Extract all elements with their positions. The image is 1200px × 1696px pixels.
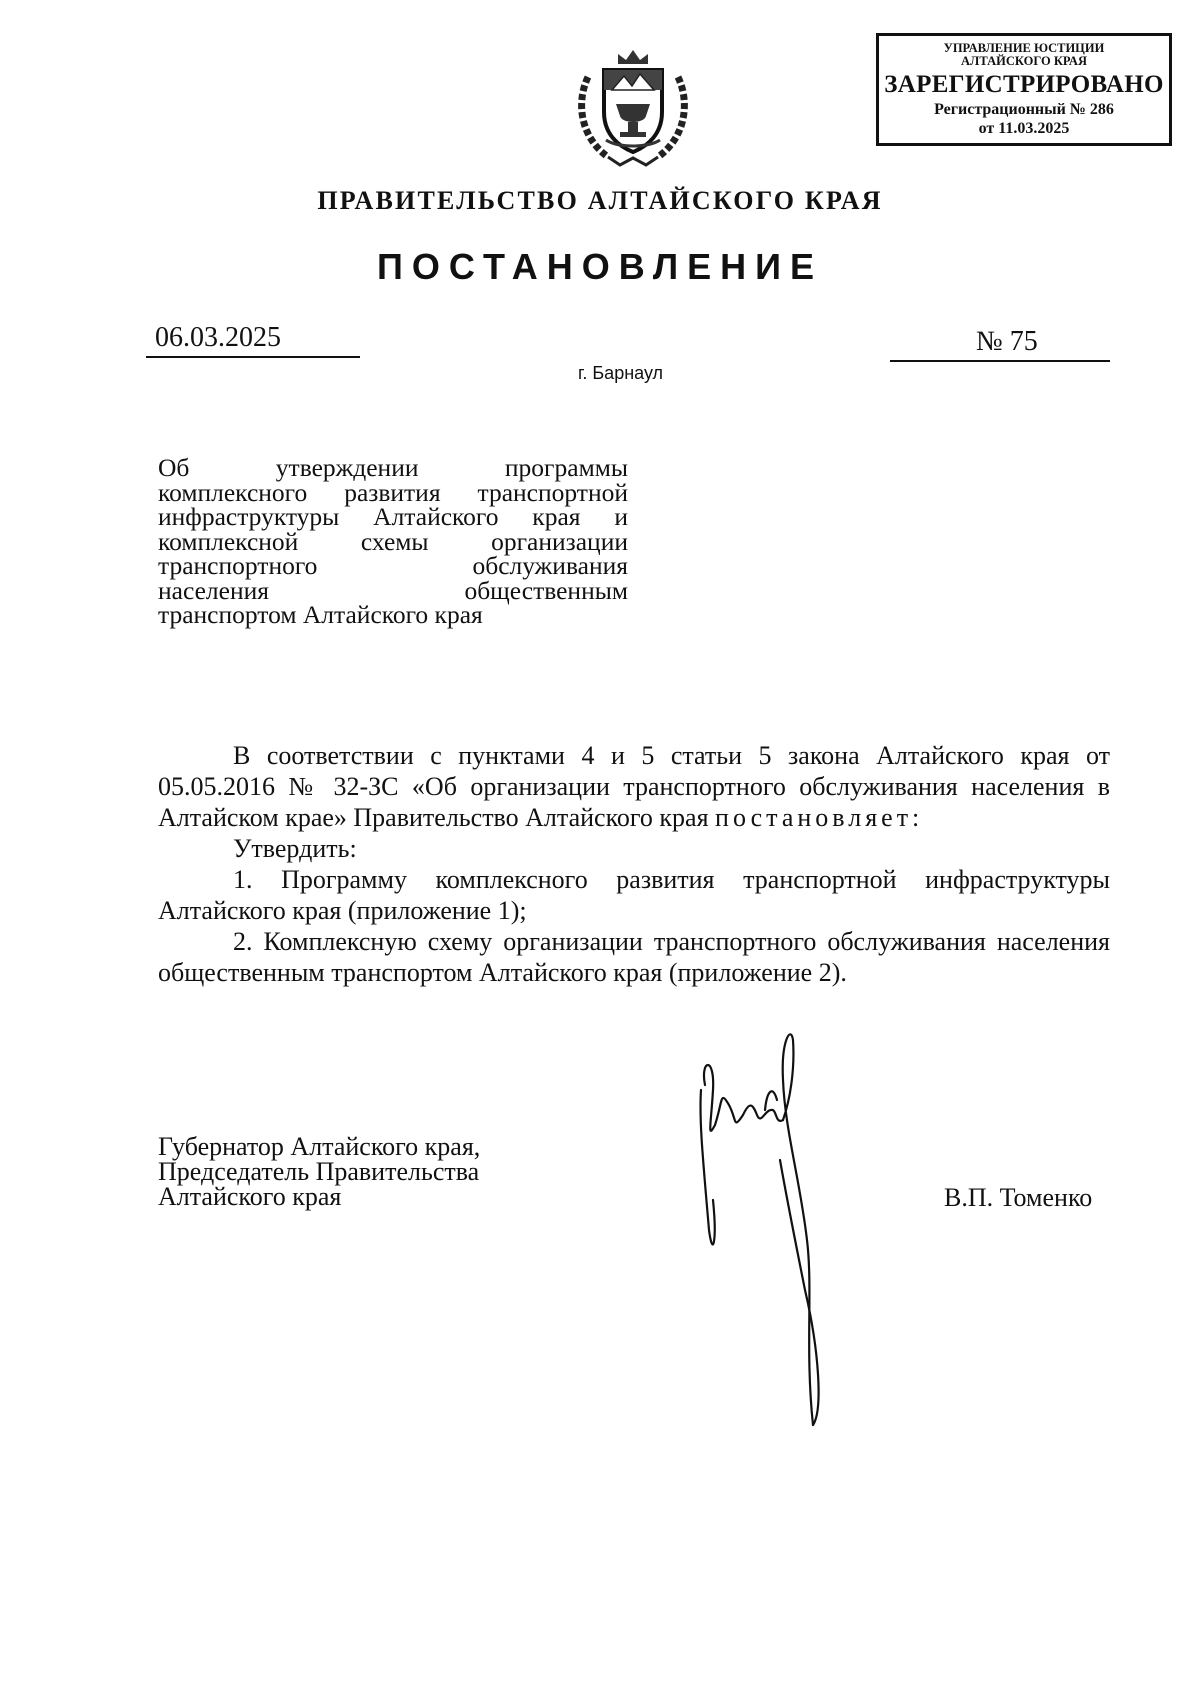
registration-stamp	[876, 33, 1172, 146]
body-preamble	[158, 740, 1110, 833]
handwritten-signature	[695, 1030, 855, 1440]
body-approve: Утвердить:	[233, 834, 357, 863]
number-underline	[890, 360, 1110, 362]
stamp-agency-line2: АЛТАЙСКОГО КРАЯ	[961, 54, 1087, 68]
authority-title: ПРАВИТЕЛЬСТВО АЛТАЙСКОГО КРАЯ	[317, 186, 883, 215]
signatory-name: В.П. Томенко	[944, 1183, 1093, 1212]
preamble-text: В соответствии с пунктами 4 и 5 статьи 5 закона Алтайского края от 05.05.2016 № 32-ЗС «Об организации транспортного обслуживания населения в Алтайском крае» Правительство Алтайского края	[158, 741, 1110, 832]
subject-line: транспортом Алтайского края	[158, 600, 483, 629]
signatory-title-line: Председатель Правительства	[158, 1157, 480, 1186]
document-body	[158, 740, 1110, 988]
subject-line: Об утверждении программы	[158, 453, 628, 482]
document-subject	[158, 453, 628, 629]
coat-of-arms-emblem	[568, 42, 698, 172]
stamp-status: ЗАРЕГИСТРИРОВАНО	[884, 71, 1164, 98]
document-number: № 75	[976, 326, 1038, 357]
subject-line: комплексного развития транспортной	[158, 477, 628, 507]
body-item-2: 2. Комплексную схему организации транспортного обслуживания населения общественным транспортом Алтайского края (приложение 2).	[158, 927, 1110, 987]
stamp-reg-date: от 11.03.2025	[978, 120, 1070, 137]
body-item-1: 1. Программу комплексного развития транспортной инфраструктуры Алтайского края (приложение 1);	[158, 865, 1110, 925]
document-type: ПОСТАНОВЛЕНИЕ	[377, 246, 823, 287]
document-date: 06.03.2025	[155, 322, 281, 353]
date-underline	[146, 356, 360, 358]
signatory-title	[158, 1134, 480, 1209]
subject-line: населения общественным	[158, 575, 628, 605]
signatory-title-line: Губернатор Алтайского края,	[158, 1132, 481, 1161]
subject-line: транспортного обслуживания	[158, 551, 628, 580]
document-city: г. Барнаул	[578, 363, 664, 383]
signatory-title-line: Алтайского края	[158, 1182, 342, 1211]
subject-line: инфраструктуры Алтайского края и	[158, 502, 628, 531]
stamp-reg-number: Регистрационный № 286	[934, 101, 1114, 118]
stamp-agency-line1: УПРАВЛЕНИЕ ЮСТИЦИИ	[943, 41, 1105, 55]
subject-line: комплексной схемы организации	[158, 526, 628, 556]
resolves-word: постановляет:	[715, 803, 924, 832]
